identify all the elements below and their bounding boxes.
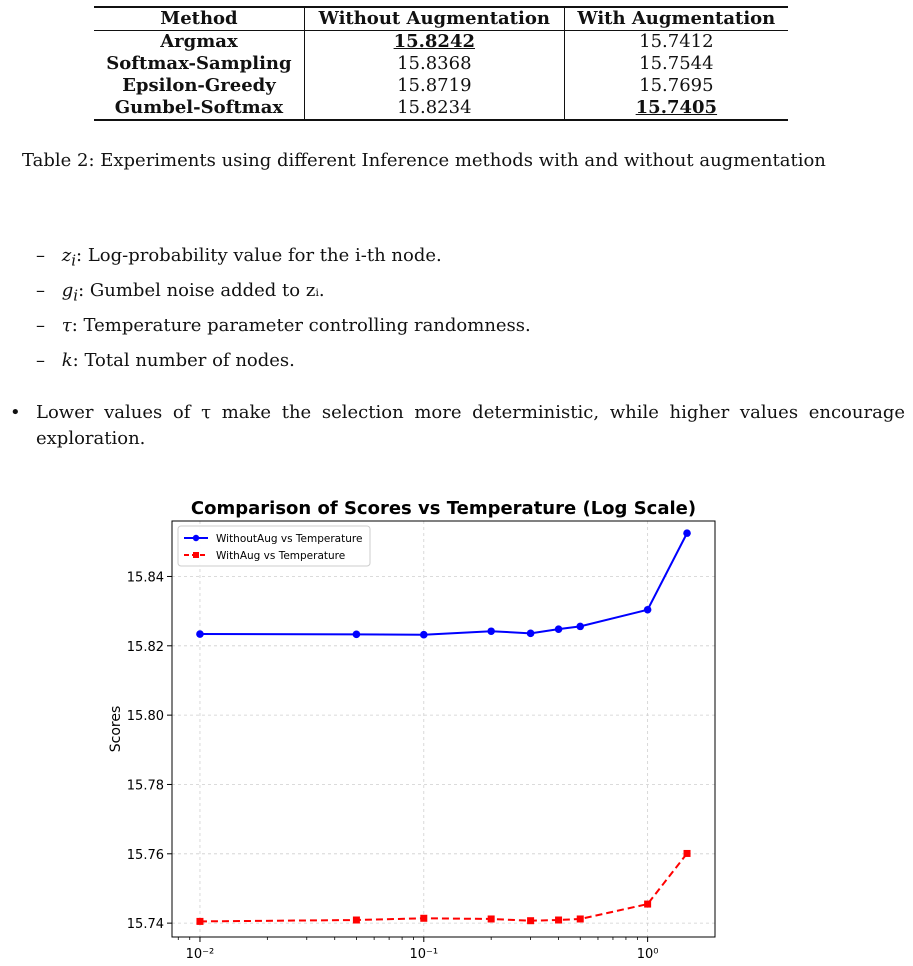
column-header: With Augmentation (564, 7, 788, 31)
definition-symbol: g (61, 280, 74, 301)
method-cell: Epsilon-Greedy (122, 75, 276, 96)
definition-item: – $z_i$: Log-probability value for the i-th node. (36, 245, 442, 270)
data-point (684, 850, 691, 857)
table-row (94, 97, 788, 120)
table-caption: Table 2: Experiments using different Inference methods with and without augmentation (22, 150, 826, 171)
definition-symbol: τ (61, 315, 72, 336)
data-point (487, 627, 495, 635)
with-aug-cell: 15.7412 (564, 31, 788, 54)
data-point (644, 901, 651, 908)
data-point (555, 625, 563, 633)
with-aug-cell: 15.7695 (564, 75, 788, 97)
dash-marker: – (36, 245, 45, 266)
without-aug-cell: 15.8234 (304, 97, 564, 120)
dash-marker: – (36, 350, 45, 371)
definition-text: Log-probability value for the i-th node. (87, 245, 442, 266)
dash-marker: – (36, 280, 45, 301)
data-point (420, 915, 427, 922)
chart-title: Comparison of Scores vs Temperature (Log Scale) (190, 498, 697, 519)
x-tick-label: 10⁻² (185, 947, 215, 962)
y-tick-label: 15.78 (126, 778, 164, 794)
definition-symbol: z (61, 245, 72, 266)
data-point (527, 917, 534, 924)
data-point (353, 631, 361, 639)
without-aug-cell: 15.8242 (304, 31, 564, 54)
definition-list (36, 245, 531, 385)
data-point (555, 917, 562, 924)
y-tick-label: 15.80 (126, 709, 164, 725)
y-axis-label: Scores (108, 705, 124, 753)
method-cell: Softmax-Sampling (106, 53, 292, 74)
table-header-row (94, 7, 788, 31)
series-line (200, 853, 687, 921)
legend-label: WithoutAug vs Temperature (216, 533, 363, 545)
bullet-item (10, 400, 905, 449)
plot-frame (172, 521, 715, 937)
data-point (683, 529, 691, 537)
bullet-text: Lower values of τ make the selection more deterministic, while higher values encourage exploration. (36, 402, 905, 449)
definition-subscript: i (73, 286, 79, 305)
legend-marker (193, 535, 199, 541)
y-tick-label: 15.84 (126, 570, 164, 586)
data-point (577, 915, 584, 922)
with-aug-cell: 15.7544 (564, 53, 788, 75)
x-tick-label: 10⁻¹ (409, 947, 439, 962)
table-row (94, 75, 788, 97)
definition-item: – τ: Temperature parameter controlling randomness. (36, 315, 531, 336)
definition-text: Gumbel noise added to zᵢ. (89, 280, 325, 301)
data-point (353, 917, 360, 924)
definition-text: Total number of nodes. (84, 350, 295, 371)
data-point (420, 631, 428, 639)
data-point (576, 623, 584, 631)
method-cell: Gumbel-Softmax (114, 97, 284, 118)
table-row (94, 53, 788, 75)
without-aug-cell: 15.8368 (304, 53, 564, 75)
data-point (196, 918, 203, 925)
bullet-dot-icon: • (10, 402, 21, 423)
definition-item: – $g_i$: Gumbel noise added to zᵢ. (36, 280, 325, 305)
definition-item: – k: Total number of nodes. (36, 350, 295, 371)
definition-symbol: k (61, 350, 73, 371)
column-header: Method (160, 8, 238, 29)
y-tick-label: 15.74 (126, 917, 164, 933)
dash-marker: – (36, 315, 45, 336)
data-point (644, 606, 652, 614)
line-chart (100, 495, 720, 965)
y-tick-label: 15.76 (126, 847, 164, 863)
with-aug-cell: 15.7405 (564, 97, 788, 120)
legend-label: WithAug vs Temperature (216, 550, 346, 562)
legend-marker (193, 552, 199, 558)
x-tick-label: 10⁰ (636, 947, 659, 962)
without-aug-cell: 15.8719 (304, 75, 564, 97)
definition-subscript: i (71, 251, 77, 270)
data-point (527, 630, 535, 638)
y-tick-label: 15.82 (126, 639, 164, 655)
results-table (94, 6, 788, 121)
data-point (488, 915, 495, 922)
method-cell: Argmax (160, 31, 238, 52)
data-point (196, 630, 204, 638)
table-row (94, 31, 788, 54)
definition-text: Temperature parameter controlling randomness. (83, 315, 531, 336)
column-header: Without Augmentation (304, 7, 564, 31)
